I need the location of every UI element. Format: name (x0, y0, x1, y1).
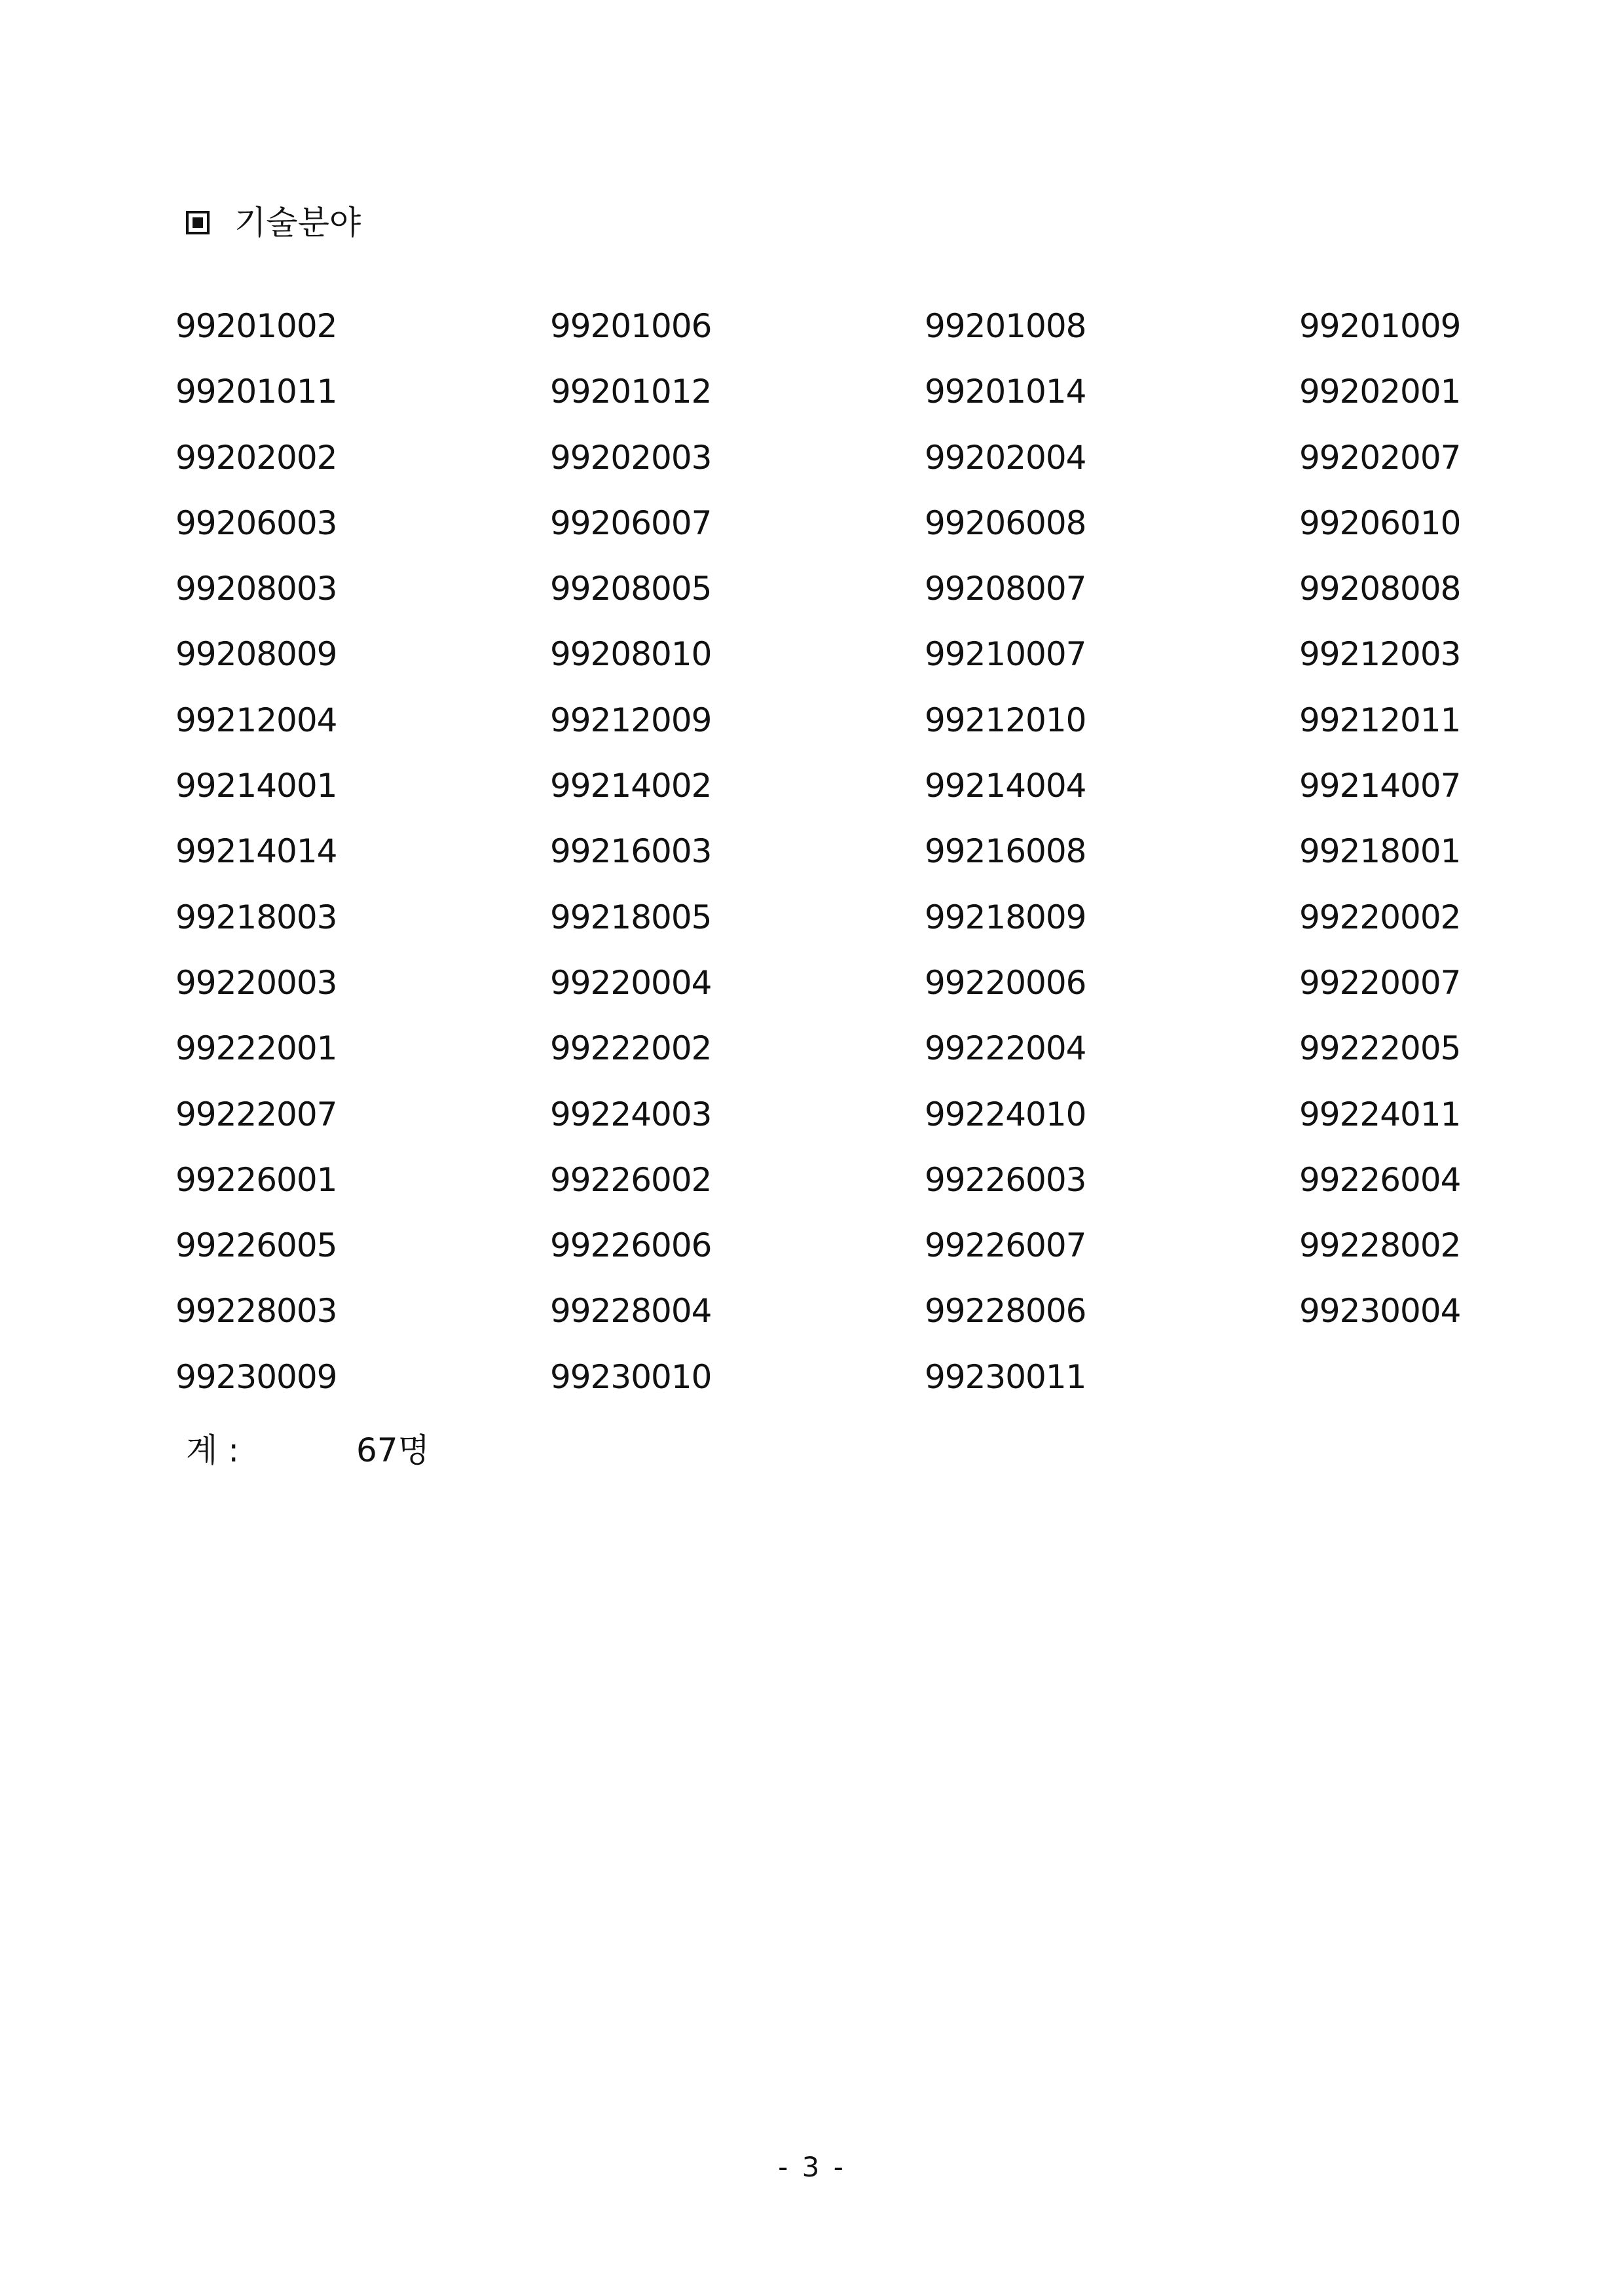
list-item: 99224010 (925, 1095, 1086, 1133)
list-item: 99201002 (175, 307, 337, 345)
filled-square-in-square-icon (186, 211, 210, 234)
list-item: 99228004 (550, 1292, 712, 1331)
list-item: 99212003 (1299, 635, 1461, 674)
list-item: 99201006 (550, 307, 712, 345)
section-heading (186, 196, 361, 249)
list-item: 99206007 (550, 504, 712, 542)
list-item: 99230004 (1299, 1292, 1461, 1331)
total-label: 계 : (186, 1431, 240, 1469)
id-list (175, 293, 1485, 1410)
list-item: 99214004 (925, 767, 1086, 805)
list-item: 99202004 (925, 438, 1086, 477)
list-item: 99222001 (175, 1029, 337, 1068)
list-item: 99201011 (175, 373, 337, 411)
list-item: 99201014 (925, 373, 1086, 411)
list-item: 99214002 (550, 767, 712, 805)
list-item: 99218003 (175, 898, 337, 936)
list-item: 99212009 (550, 701, 712, 739)
list-item: 99224003 (550, 1095, 712, 1133)
list-item: 99222005 (1299, 1029, 1461, 1068)
list-item: 99222004 (925, 1029, 1086, 1068)
list-item: 99230011 (925, 1357, 1086, 1396)
list-item: 99206003 (175, 504, 337, 542)
list-item: 99202007 (1299, 438, 1461, 477)
list-item: 99222002 (550, 1029, 712, 1068)
list-item: 99208008 (1299, 570, 1461, 608)
list-item: 99202001 (1299, 373, 1461, 411)
list-item: 99228006 (925, 1292, 1086, 1331)
total-row (186, 1424, 430, 1477)
list-item: 99212010 (925, 701, 1086, 739)
list-item: 99226002 (550, 1160, 712, 1199)
list-item: 99228003 (175, 1292, 337, 1331)
list-item: 99220004 (550, 963, 712, 1002)
list-item: 99228002 (1299, 1226, 1461, 1265)
list-item: 99208007 (925, 570, 1086, 608)
list-item: 99212011 (1299, 701, 1461, 739)
list-item: 99226005 (175, 1226, 337, 1265)
list-item: 99220002 (1299, 898, 1461, 936)
list-item: 99220006 (925, 963, 1086, 1002)
list-item: 99222007 (175, 1095, 337, 1133)
list-item: 99224011 (1299, 1095, 1461, 1133)
list-item: 99201012 (550, 373, 712, 411)
list-item: 99218009 (925, 898, 1086, 936)
list-item: 99218005 (550, 898, 712, 936)
list-item: 99208005 (550, 570, 712, 608)
list-item: 99218001 (1299, 832, 1461, 871)
list-item: 99216003 (550, 832, 712, 871)
list-item: 99226003 (925, 1160, 1086, 1199)
section-title: 기술분야 (234, 204, 361, 242)
list-item: 99201008 (925, 307, 1086, 345)
list-item: 99230009 (175, 1357, 337, 1396)
page-number: - 3 - (778, 2151, 846, 2183)
list-item: 99230010 (550, 1357, 712, 1396)
list-item: 99220003 (175, 963, 337, 1002)
list-item: 99206008 (925, 504, 1086, 542)
total-value: 67명 (356, 1431, 430, 1469)
list-item: 99206010 (1299, 504, 1461, 542)
list-item: 99208009 (175, 635, 337, 674)
list-item: 99212004 (175, 701, 337, 739)
list-item: 99216008 (925, 832, 1086, 871)
list-item: 99214001 (175, 767, 337, 805)
list-item: 99220007 (1299, 963, 1461, 1002)
list-item: 99214007 (1299, 767, 1461, 805)
list-item: 99201009 (1299, 307, 1461, 345)
list-item: 99226006 (550, 1226, 712, 1265)
list-item: 99226004 (1299, 1160, 1461, 1199)
list-item: 99210007 (925, 635, 1086, 674)
list-item: 99226007 (925, 1226, 1086, 1265)
list-item: 99226001 (175, 1160, 337, 1199)
list-item: 99208010 (550, 635, 712, 674)
list-item: 99202003 (550, 438, 712, 477)
list-item: 99214014 (175, 832, 337, 871)
list-item: 99202002 (175, 438, 337, 477)
list-item: 99208003 (175, 570, 337, 608)
